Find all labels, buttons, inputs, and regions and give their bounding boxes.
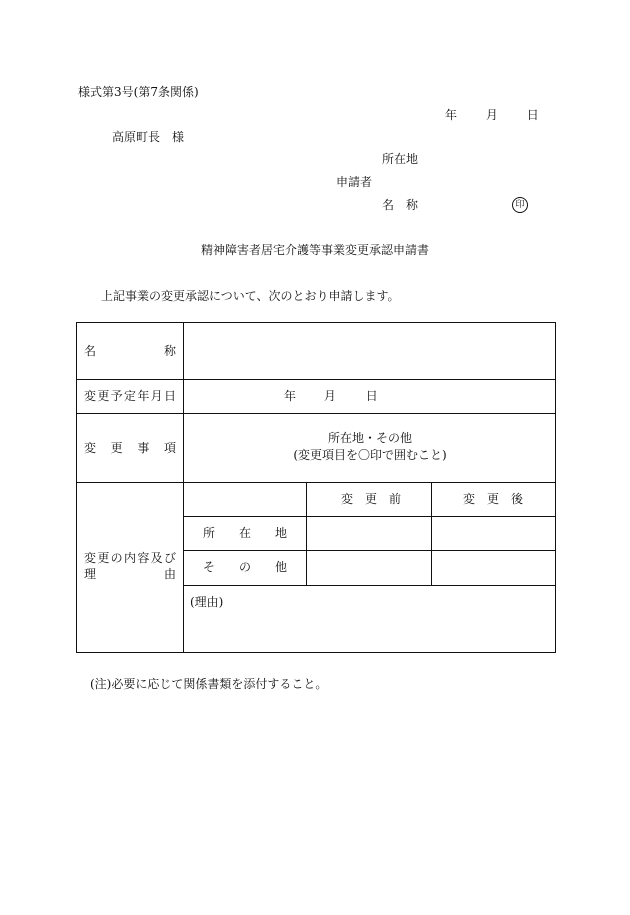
content-label-char: 更 [97,551,110,565]
content-label-char: 内 [123,551,136,565]
after-header-char: 更 [486,492,499,506]
table-divider [183,516,556,517]
change-items-label [84,442,176,454]
change-date-label-char: 年 [137,389,150,403]
content-label-char: 変 [84,551,97,565]
other-row-char: 他 [274,560,287,574]
content-label-char: の [110,551,123,565]
change-date-label-char: 日 [163,389,176,403]
seal-mark: 印 [512,197,528,213]
address-row-char: 在 [238,526,251,540]
table-divider [183,322,184,653]
address-row-label [203,527,287,539]
change-items-label-char: 項 [163,441,176,455]
change-items-label-char: 更 [110,441,123,455]
content-label-reason-b: 由 [163,567,176,581]
change-items-value [184,432,556,461]
addressee: 高原町長 様 [112,130,185,144]
form-number: 様式第3号(第7条関係) [78,85,199,99]
change-items-line1: 所在地・その他 [327,431,412,445]
change-date-day: 日 [365,389,378,403]
change-date-label-char: 定 [123,389,136,403]
other-row-label [203,561,287,573]
after-header-char: 後 [510,492,523,506]
content-label-char: 容 [137,551,150,565]
form-table [76,322,556,653]
before-header-char: 前 [388,492,401,506]
table-divider [183,585,556,586]
table-divider [431,482,432,585]
date-day: 日 [526,108,539,122]
content-label-line1 [84,552,176,564]
applicant-label: 申請者 [336,175,373,189]
address-row-char: 所 [203,526,216,540]
change-date-label-char: 更 [97,389,110,403]
other-row-char: の [238,560,251,574]
date-month: 月 [485,108,498,122]
address-row-char: 地 [274,526,287,540]
change-items-line2: (変更項目を〇印で囲むこと) [293,448,447,462]
date-line [445,109,539,121]
table-divider [76,379,556,380]
table-divider [76,482,556,483]
name-label: 名 称 [382,198,419,212]
change-items-label-char: 事 [137,441,150,455]
change-date-month: 月 [323,389,336,403]
other-row-char: そ [203,560,216,574]
change-date-label-char: 変 [84,389,97,403]
content-label-line2 [84,568,176,580]
table-divider [306,482,307,585]
address-label: 所在地 [382,152,419,166]
before-header [341,493,401,505]
after-header [463,493,523,505]
note-text: (注)必要に応じて関係書類を添付すること。 [90,677,328,691]
table-divider [183,550,556,551]
date-year: 年 [445,108,458,122]
content-label-reason-a: 理 [84,567,97,581]
content-label-char: 及 [150,551,163,565]
name-row-label-char: 名 [84,344,97,358]
content-label-char: び [163,551,176,565]
reason-label: (理由) [190,595,224,609]
change-date-label [84,390,176,402]
before-header-char: 変 [341,492,354,506]
page-title: 精神障害者居宅介護等事業変更承認申請書 [201,243,430,257]
table-divider [76,413,556,414]
after-header-char: 変 [463,492,476,506]
change-items-label-char: 変 [84,441,97,455]
change-date-value [284,390,378,402]
change-date-year: 年 [284,389,297,403]
change-date-label-char: 月 [150,389,163,403]
before-header-char: 更 [364,492,377,506]
name-row-label [84,345,176,357]
change-date-label-char: 予 [110,389,123,403]
name-row-label-char: 称 [163,344,176,358]
intro-text: 上記事業の変更承認について、次のとおり申請します。 [101,289,400,303]
